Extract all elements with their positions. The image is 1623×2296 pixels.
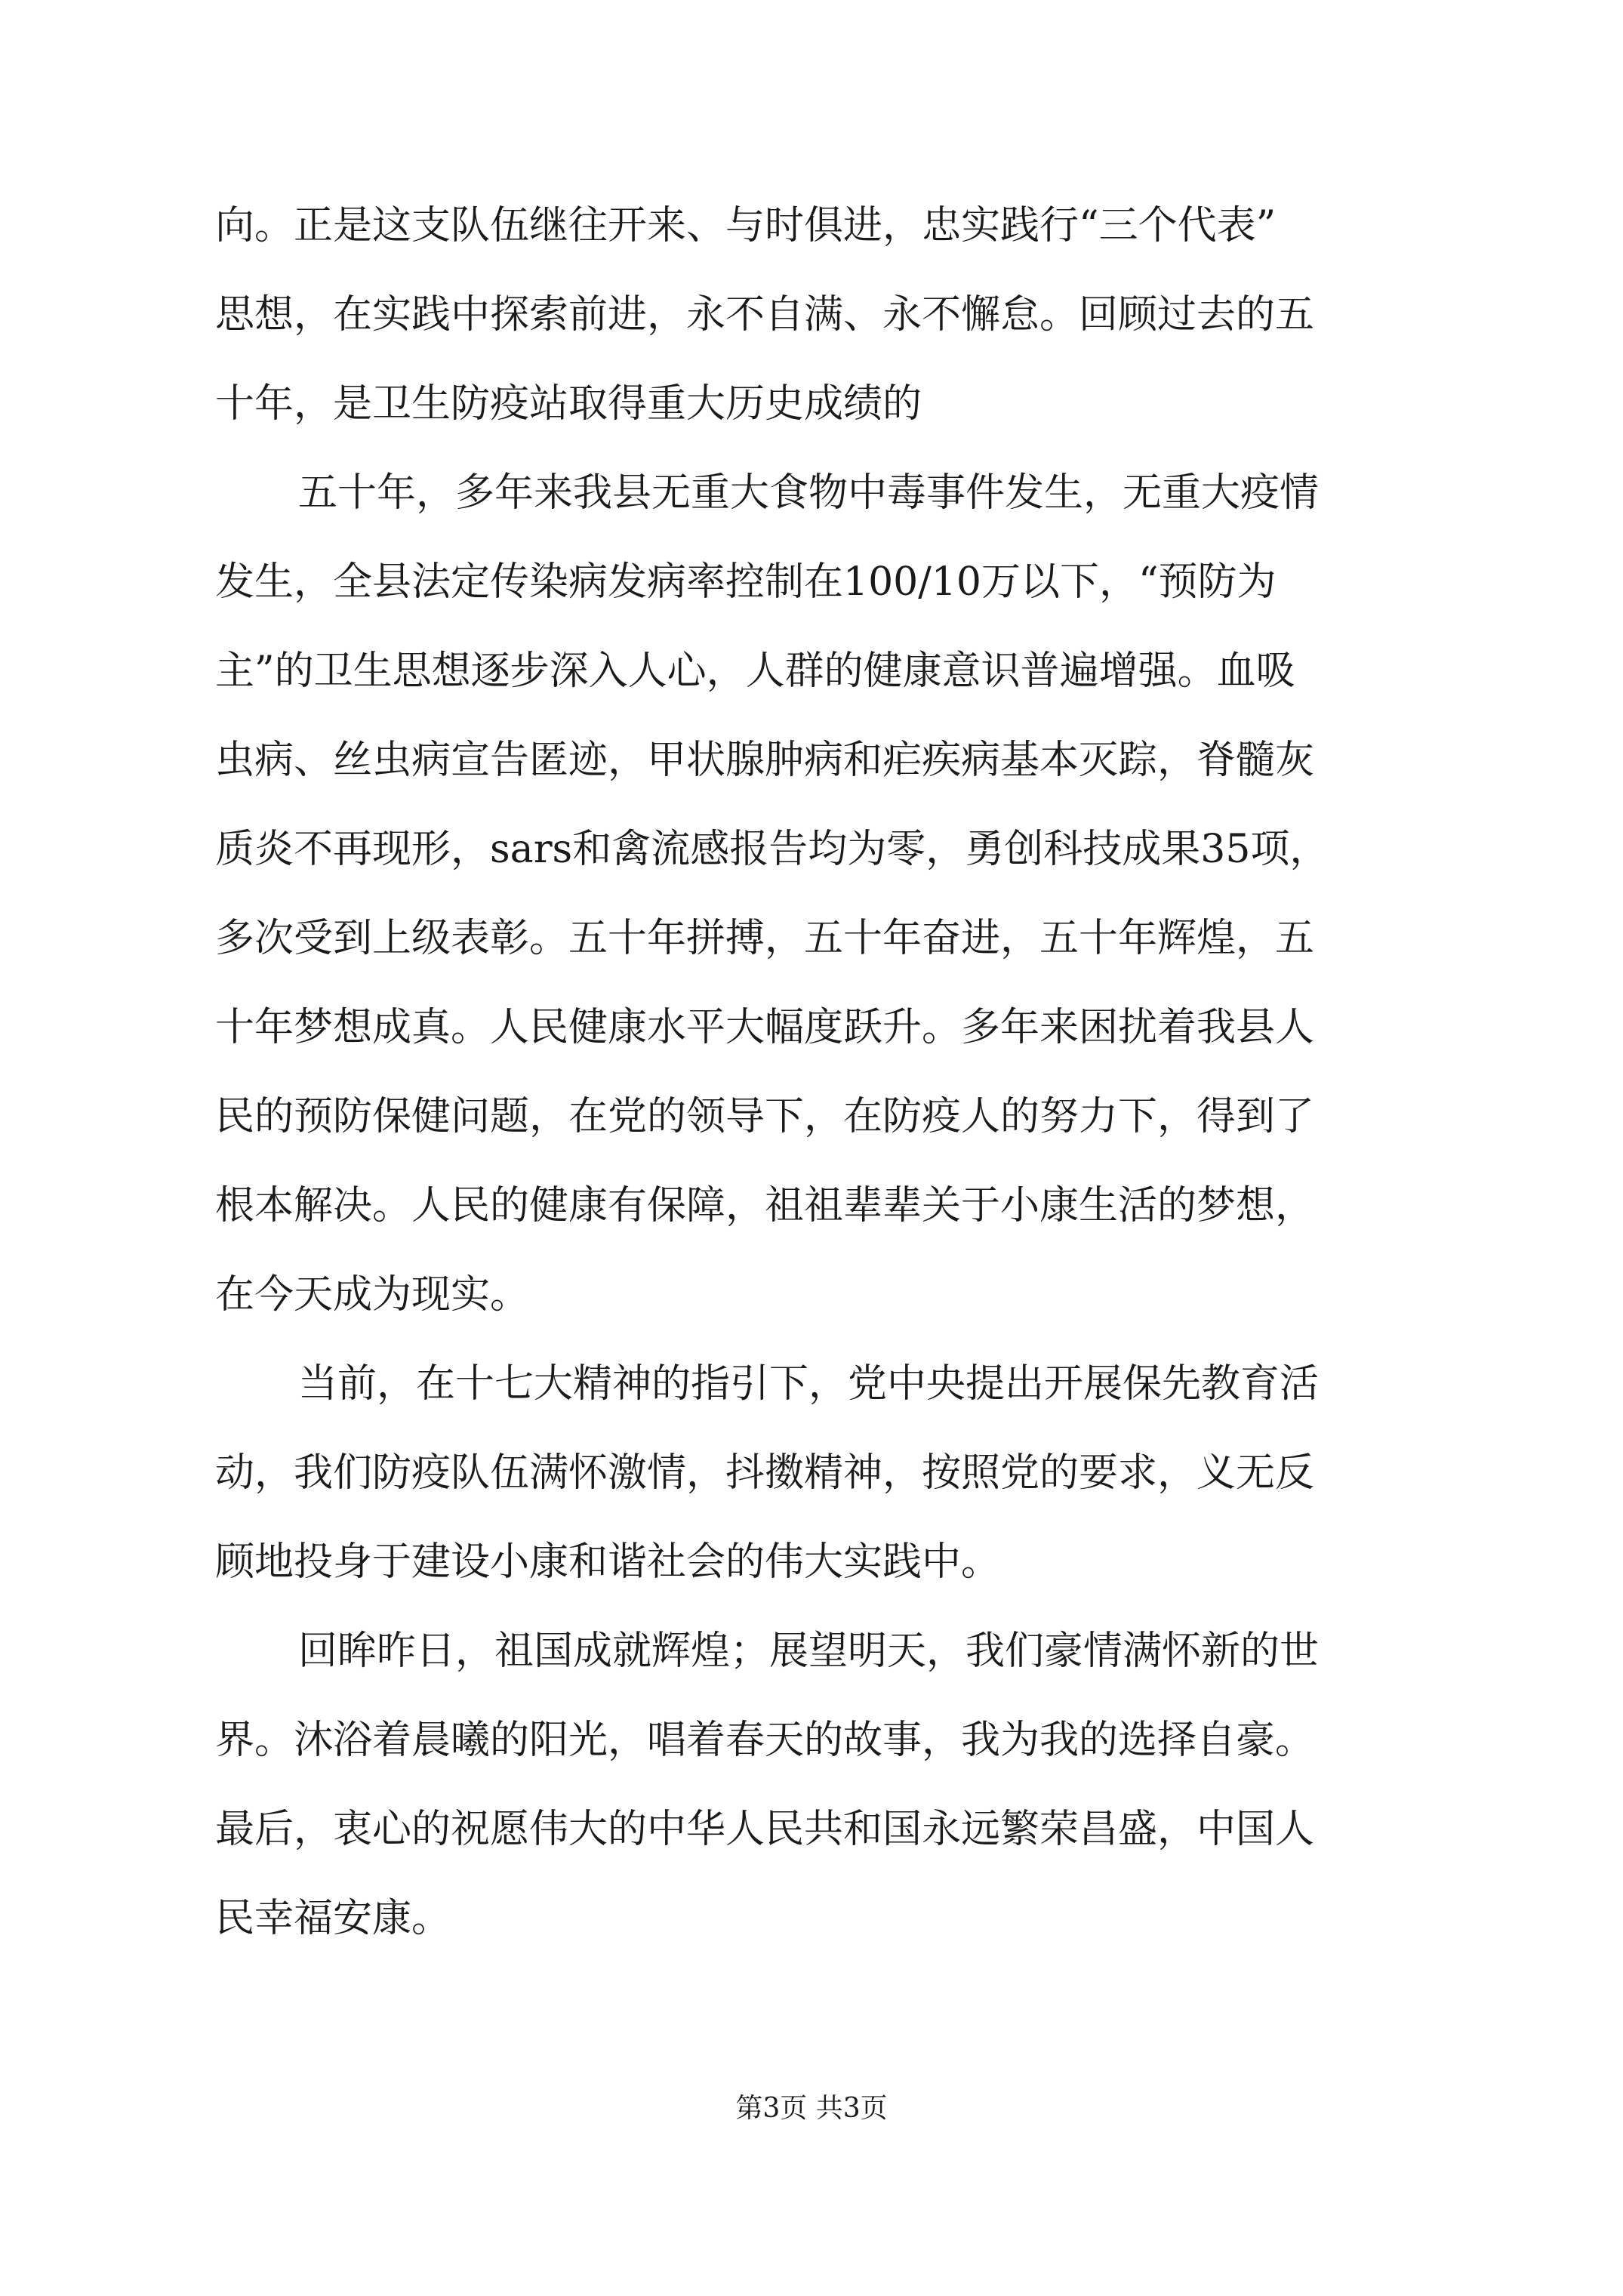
- paragraph-first-line: 当前，在十七大精神的指引下，党中央提出开展保先教育活: [298, 1361, 1320, 1407]
- text-line: 发生，全县法定传染病发病率控制在100/10万以下，“预防为: [215, 559, 1277, 605]
- text-line: 顾地投身于建设小康和谐社会的伟大实践中。: [215, 1539, 1001, 1585]
- text-line: 思想，在实践中探索前进，永不自满、永不懈怠。回顾过去的五: [215, 292, 1315, 337]
- text-line: 向。正是这支队伍继往开来、与时俱进，忠实践行“三个代表”: [215, 203, 1277, 248]
- text-line: 在今天成为现实。: [215, 1272, 530, 1318]
- text-line: 主”的卫生思想逐步深入人心，人群的健康意识普遍增强。血吸: [215, 649, 1295, 694]
- text-line: 动，我们防疫队伍满怀激情，抖擞精神，按照党的要求，义无反: [215, 1450, 1315, 1496]
- text-line: 虫病、丝虫病宣告匿迹，甲状腺肿病和疟疾病基本灭踪，脊髓灰: [215, 738, 1315, 783]
- document-body: [215, 181, 1431, 1963]
- text-line: 质炎不再现形，sars和禽流感报告均为零，勇创科技成果35项，: [215, 827, 1329, 872]
- paragraph-first-line: 回眸昨日，祖国成就辉煌；展望明天，我们豪情满怀新的世: [298, 1629, 1320, 1674]
- text-line: 最后，衷心的祝愿伟大的中华人民共和国永远繁荣昌盛，中国人: [215, 1807, 1315, 1852]
- paragraph-first-line: 五十年，多年来我县无重大食物中毒事件发生，无重大疫情: [298, 470, 1320, 516]
- text-line: 民幸福安康。: [215, 1896, 451, 1941]
- text-line: 界。沐浴着晨曦的阳光，唱着春天的故事，我为我的选择自豪。: [215, 1718, 1315, 1763]
- page-number-footer: 第3页 共3页: [735, 2093, 888, 2124]
- text-line: 多次受到上级表彰。五十年拼搏，五十年奋进，五十年辉煌，五: [215, 916, 1315, 961]
- text-line: 根本解决。人民的健康有保障，祖祖辈辈关于小康生活的梦想，: [215, 1183, 1315, 1228]
- text-line: 十年梦想成真。人民健康水平大幅度跃升。多年来困扰着我县人: [215, 1005, 1315, 1050]
- text-line: 民的预防保健问题，在党的领导下，在防疫人的努力下，得到了: [215, 1094, 1315, 1139]
- text-line: 十年，是卫生防疫站取得重大历史成绩的: [215, 381, 922, 427]
